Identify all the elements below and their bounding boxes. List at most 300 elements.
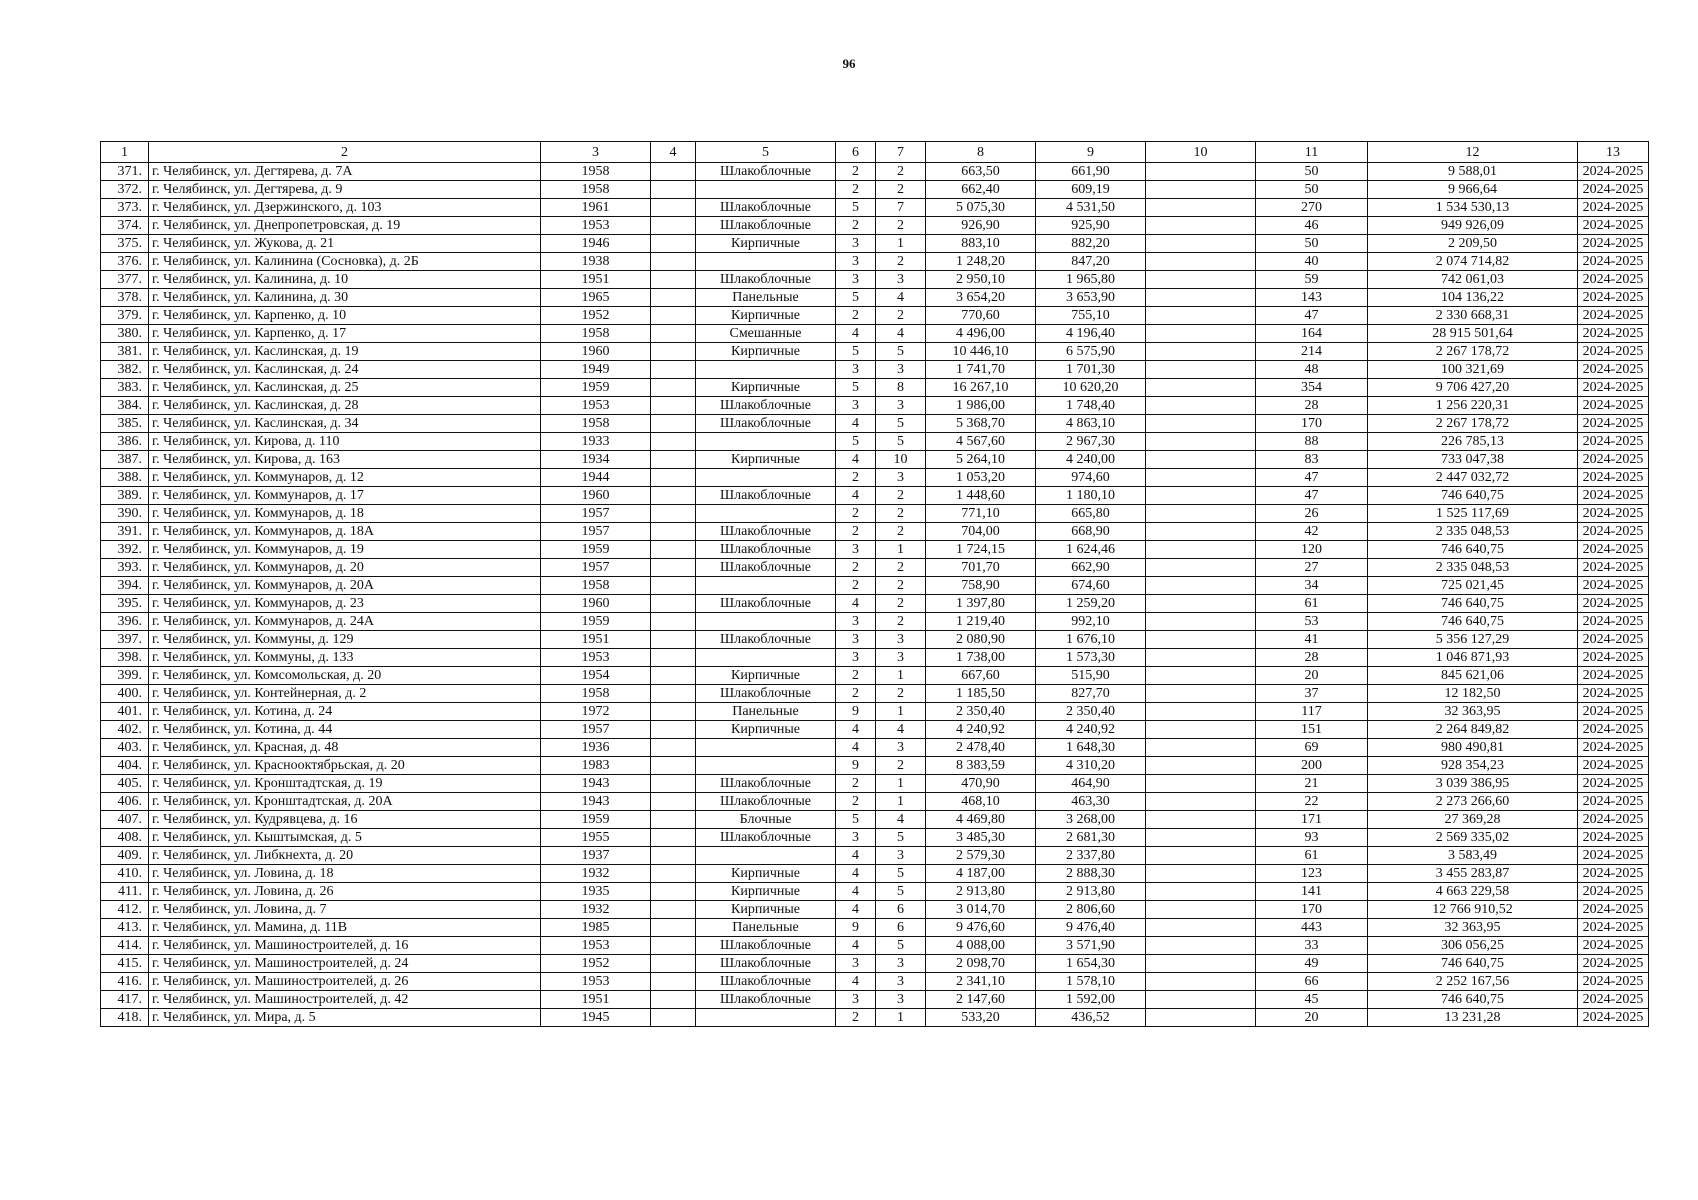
table-cell: г. Челябинск, ул. Карпенко, д. 17: [149, 325, 541, 343]
table-cell: г. Челябинск, ул. Коммунаров, д. 18: [149, 505, 541, 523]
table-row: [101, 307, 1649, 325]
table-row: [101, 937, 1649, 955]
table-cell: 393.: [101, 559, 149, 577]
table-cell: 4 240,00: [1036, 451, 1146, 469]
column-header: 2: [149, 142, 541, 163]
table-cell: г. Челябинск, ул. Калинина, д. 10: [149, 271, 541, 289]
table-cell: Панельные: [696, 703, 836, 721]
table-cell: 4 310,20: [1036, 757, 1146, 775]
table-cell: [651, 991, 696, 1009]
table-cell: 83: [1256, 451, 1368, 469]
table-cell: 5: [876, 343, 926, 361]
table-cell: 418.: [101, 1009, 149, 1027]
table-cell: 704,00: [926, 523, 1036, 541]
table-cell: [1146, 775, 1256, 793]
table-cell: 411.: [101, 883, 149, 901]
table-cell: 2 267 178,72: [1368, 415, 1578, 433]
table-cell: 1 397,80: [926, 595, 1036, 613]
table-cell: г. Челябинск, ул. Каслинская, д. 24: [149, 361, 541, 379]
table-cell: 26: [1256, 505, 1368, 523]
table-cell: 758,90: [926, 577, 1036, 595]
table-cell: [696, 361, 836, 379]
table-cell: 1953: [541, 397, 651, 415]
table-cell: 372.: [101, 181, 149, 199]
table-cell: Шлакоблочные: [696, 487, 836, 505]
table-cell: 882,20: [1036, 235, 1146, 253]
table-cell: 609,19: [1036, 181, 1146, 199]
table-cell: 2024-2025: [1578, 757, 1649, 775]
table-cell: [1146, 577, 1256, 595]
table-cell: г. Челябинск, ул. Кудрявцева, д. 16: [149, 811, 541, 829]
table-cell: 1960: [541, 343, 651, 361]
table-cell: 2 350,40: [926, 703, 1036, 721]
table-cell: 2024-2025: [1578, 199, 1649, 217]
table-cell: 1935: [541, 883, 651, 901]
table-cell: 3: [836, 541, 876, 559]
table-cell: 120: [1256, 541, 1368, 559]
table-cell: 1 046 871,93: [1368, 649, 1578, 667]
table-cell: [1146, 685, 1256, 703]
table-cell: 403.: [101, 739, 149, 757]
table-cell: 1959: [541, 613, 651, 631]
table-cell: 2024-2025: [1578, 595, 1649, 613]
table-cell: [651, 307, 696, 325]
table-cell: 1972: [541, 703, 651, 721]
table-cell: 2 273 266,60: [1368, 793, 1578, 811]
table-cell: 770,60: [926, 307, 1036, 325]
table-cell: [651, 469, 696, 487]
table-cell: 2 341,10: [926, 973, 1036, 991]
table-cell: [1146, 433, 1256, 451]
table-cell: 746 640,75: [1368, 613, 1578, 631]
table-cell: [651, 613, 696, 631]
table-cell: 170: [1256, 901, 1368, 919]
table-cell: 1952: [541, 307, 651, 325]
table-cell: Шлакоблочные: [696, 397, 836, 415]
table-cell: [696, 505, 836, 523]
table-row: [101, 685, 1649, 703]
table-cell: 827,70: [1036, 685, 1146, 703]
table-cell: 384.: [101, 397, 149, 415]
table-cell: [1146, 361, 1256, 379]
table-cell: [1146, 649, 1256, 667]
table-cell: 2: [876, 559, 926, 577]
table-cell: г. Челябинск, ул. Дегтярева, д. 7А: [149, 163, 541, 181]
table-cell: 53: [1256, 613, 1368, 631]
table-cell: 925,90: [1036, 217, 1146, 235]
table-cell: Кирпичные: [696, 343, 836, 361]
table-cell: 2024-2025: [1578, 955, 1649, 973]
page-number: 96: [842, 56, 856, 71]
table-cell: 2024-2025: [1578, 523, 1649, 541]
table-row: [101, 613, 1649, 631]
table-cell: 2 209,50: [1368, 235, 1578, 253]
table-cell: [651, 775, 696, 793]
table-cell: г. Челябинск, ул. Калинина, д. 30: [149, 289, 541, 307]
table-row: [101, 361, 1649, 379]
table-cell: [696, 1009, 836, 1027]
table-cell: 1932: [541, 901, 651, 919]
column-header: 7: [876, 142, 926, 163]
table-cell: 2: [836, 667, 876, 685]
table-cell: 2: [876, 217, 926, 235]
table-cell: 4: [836, 973, 876, 991]
table-cell: 42: [1256, 523, 1368, 541]
table-cell: 408.: [101, 829, 149, 847]
table-cell: 151: [1256, 721, 1368, 739]
table-cell: 845 621,06: [1368, 667, 1578, 685]
table-cell: 1 185,50: [926, 685, 1036, 703]
table-cell: 2024-2025: [1578, 973, 1649, 991]
table-cell: 2024-2025: [1578, 919, 1649, 937]
table-cell: 1936: [541, 739, 651, 757]
table-cell: Кирпичные: [696, 235, 836, 253]
table-cell: г. Челябинск, ул. Котина, д. 24: [149, 703, 541, 721]
table-cell: 1 741,70: [926, 361, 1036, 379]
table-cell: [1146, 487, 1256, 505]
table-cell: [1146, 811, 1256, 829]
table-cell: [651, 721, 696, 739]
table-row: [101, 505, 1649, 523]
table-cell: 2 913,80: [1036, 883, 1146, 901]
column-header: 9: [1036, 142, 1146, 163]
table-cell: 3: [836, 991, 876, 1009]
table-cell: Панельные: [696, 289, 836, 307]
table-cell: 1938: [541, 253, 651, 271]
table-cell: Кирпичные: [696, 865, 836, 883]
table-cell: 12 182,50: [1368, 685, 1578, 703]
table-cell: 668,90: [1036, 523, 1146, 541]
table-cell: 28: [1256, 649, 1368, 667]
table-cell: 45: [1256, 991, 1368, 1009]
table-cell: 4: [876, 721, 926, 739]
table-row: [101, 379, 1649, 397]
table-cell: 3 654,20: [926, 289, 1036, 307]
table-cell: 214: [1256, 343, 1368, 361]
table-cell: [651, 361, 696, 379]
table-cell: 533,20: [926, 1009, 1036, 1027]
table-cell: 2 264 849,82: [1368, 721, 1578, 739]
table-cell: 2: [876, 595, 926, 613]
table-cell: 2: [836, 1009, 876, 1027]
table-row: [101, 1009, 1649, 1027]
table-cell: 1951: [541, 631, 651, 649]
table-cell: 2: [876, 757, 926, 775]
table-cell: 1965: [541, 289, 651, 307]
table-cell: 8: [876, 379, 926, 397]
table-cell: 1 573,30: [1036, 649, 1146, 667]
table-cell: г. Челябинск, ул. Коммунаров, д. 23: [149, 595, 541, 613]
table-cell: 21: [1256, 775, 1368, 793]
table-cell: 1: [876, 235, 926, 253]
table-cell: 1953: [541, 937, 651, 955]
table-cell: Блочные: [696, 811, 836, 829]
table-cell: 1 624,46: [1036, 541, 1146, 559]
table-cell: 2: [876, 523, 926, 541]
table-cell: Шлакоблочные: [696, 955, 836, 973]
table-cell: 3: [876, 361, 926, 379]
table-cell: 2024-2025: [1578, 235, 1649, 253]
table-row: [101, 181, 1649, 199]
table-cell: [1146, 397, 1256, 415]
table-cell: 4: [876, 325, 926, 343]
table-cell: [651, 883, 696, 901]
table-cell: 34: [1256, 577, 1368, 595]
table-cell: г. Челябинск, ул. Машиностроителей, д. 26: [149, 973, 541, 991]
table-cell: [651, 451, 696, 469]
table-row: [101, 721, 1649, 739]
table-cell: Кирпичные: [696, 721, 836, 739]
table-cell: 3: [876, 955, 926, 973]
table-cell: 1946: [541, 235, 651, 253]
table-cell: 406.: [101, 793, 149, 811]
table-cell: 2024-2025: [1578, 883, 1649, 901]
table-cell: 2024-2025: [1578, 325, 1649, 343]
table-cell: 398.: [101, 649, 149, 667]
table-cell: [1146, 235, 1256, 253]
table-cell: [696, 433, 836, 451]
table-cell: 2024-2025: [1578, 631, 1649, 649]
table-cell: 771,10: [926, 505, 1036, 523]
table-cell: 3: [876, 973, 926, 991]
table-row: [101, 325, 1649, 343]
table-cell: 2: [876, 613, 926, 631]
table-cell: 2: [836, 181, 876, 199]
table-cell: 5 264,10: [926, 451, 1036, 469]
table-cell: г. Челябинск, ул. Коммунаров, д. 12: [149, 469, 541, 487]
table-cell: Шлакоблочные: [696, 973, 836, 991]
table-cell: [696, 613, 836, 631]
table-cell: 385.: [101, 415, 149, 433]
table-cell: 1954: [541, 667, 651, 685]
table-cell: 2: [836, 217, 876, 235]
table-cell: 2024-2025: [1578, 379, 1649, 397]
table-cell: [651, 649, 696, 667]
table-cell: 974,60: [1036, 469, 1146, 487]
table-cell: [1146, 199, 1256, 217]
table-row: [101, 973, 1649, 991]
table-row: [101, 289, 1649, 307]
table-row: [101, 703, 1649, 721]
table-cell: 402.: [101, 721, 149, 739]
table-cell: 226 785,13: [1368, 433, 1578, 451]
table-cell: г. Челябинск, ул. Дзержинского, д. 103: [149, 199, 541, 217]
table-cell: [1146, 253, 1256, 271]
table-cell: 5: [876, 937, 926, 955]
column-number-header-row: [101, 142, 1649, 163]
table-cell: 47: [1256, 307, 1368, 325]
table-cell: [1146, 739, 1256, 757]
table-cell: 515,90: [1036, 667, 1146, 685]
table-cell: [1146, 271, 1256, 289]
table-cell: 2024-2025: [1578, 685, 1649, 703]
table-cell: г. Челябинск, ул. Либкнехта, д. 20: [149, 847, 541, 865]
housing-registry-table: [100, 141, 1649, 1027]
table-cell: 949 926,09: [1368, 217, 1578, 235]
table-cell: 3: [836, 613, 876, 631]
table-cell: [1146, 721, 1256, 739]
table-cell: 69: [1256, 739, 1368, 757]
table-cell: 2024-2025: [1578, 721, 1649, 739]
table-cell: 2: [836, 307, 876, 325]
table-cell: [1146, 325, 1256, 343]
table-cell: [651, 523, 696, 541]
table-cell: 3: [876, 991, 926, 1009]
column-header: 12: [1368, 142, 1578, 163]
table-cell: Шлакоблочные: [696, 271, 836, 289]
table-cell: 4 863,10: [1036, 415, 1146, 433]
table-cell: 392.: [101, 541, 149, 559]
table-cell: 3 268,00: [1036, 811, 1146, 829]
table-cell: [1146, 559, 1256, 577]
table-cell: 3: [876, 397, 926, 415]
table-cell: 2024-2025: [1578, 541, 1649, 559]
table-cell: 1 676,10: [1036, 631, 1146, 649]
table-cell: [1146, 631, 1256, 649]
table-cell: 2 806,60: [1036, 901, 1146, 919]
table-cell: 3: [836, 649, 876, 667]
table-cell: 1 986,00: [926, 397, 1036, 415]
table-cell: 5: [876, 415, 926, 433]
table-cell: 4: [836, 721, 876, 739]
table-cell: 2: [836, 559, 876, 577]
table-cell: 9 706 427,20: [1368, 379, 1578, 397]
table-cell: Шлакоблочные: [696, 775, 836, 793]
table-cell: г. Челябинск, ул. Каслинская, д. 25: [149, 379, 541, 397]
table-cell: Шлакоблочные: [696, 829, 836, 847]
table-cell: 4 531,50: [1036, 199, 1146, 217]
table-cell: 4 496,00: [926, 325, 1036, 343]
table-cell: [1146, 595, 1256, 613]
table-row: [101, 559, 1649, 577]
table-cell: 12 766 910,52: [1368, 901, 1578, 919]
table-cell: г. Челябинск, ул. Красная, д. 48: [149, 739, 541, 757]
table-row: [101, 829, 1649, 847]
table-cell: 3: [836, 955, 876, 973]
table-cell: 1 592,00: [1036, 991, 1146, 1009]
table-row: [101, 649, 1649, 667]
table-cell: 395.: [101, 595, 149, 613]
table-row: [101, 199, 1649, 217]
table-cell: г. Челябинск, ул. Дегтярева, д. 9: [149, 181, 541, 199]
table-cell: 3: [836, 235, 876, 253]
table-cell: 1: [876, 667, 926, 685]
table-cell: [1146, 415, 1256, 433]
table-cell: Кирпичные: [696, 667, 836, 685]
table-cell: [651, 757, 696, 775]
table-row: [101, 793, 1649, 811]
table-cell: 5: [836, 343, 876, 361]
table-cell: Шлакоблочные: [696, 595, 836, 613]
table-cell: 2024-2025: [1578, 343, 1649, 361]
table-cell: 2 080,90: [926, 631, 1036, 649]
table-cell: 2: [836, 685, 876, 703]
table-cell: [696, 649, 836, 667]
table-cell: [651, 595, 696, 613]
table-cell: 2024-2025: [1578, 937, 1649, 955]
table-cell: [1146, 181, 1256, 199]
table-cell: 6: [876, 901, 926, 919]
table-cell: 2024-2025: [1578, 559, 1649, 577]
table-cell: 117: [1256, 703, 1368, 721]
table-cell: [1146, 865, 1256, 883]
table-cell: [1146, 343, 1256, 361]
table-cell: 1951: [541, 271, 651, 289]
table-cell: 2024-2025: [1578, 469, 1649, 487]
table-cell: 1960: [541, 487, 651, 505]
table-cell: 33: [1256, 937, 1368, 955]
table-cell: [651, 829, 696, 847]
table-cell: 386.: [101, 433, 149, 451]
column-header: 11: [1256, 142, 1368, 163]
table-cell: 9 588,01: [1368, 163, 1578, 181]
table-cell: 3 583,49: [1368, 847, 1578, 865]
table-cell: 2: [876, 505, 926, 523]
table-cell: [651, 955, 696, 973]
table-cell: 88: [1256, 433, 1368, 451]
table-cell: 4: [836, 451, 876, 469]
table-cell: г. Челябинск, ул. Коммунаров, д. 18А: [149, 523, 541, 541]
table-cell: [1146, 667, 1256, 685]
table-cell: 381.: [101, 343, 149, 361]
table-cell: Смешанные: [696, 325, 836, 343]
table-cell: 1955: [541, 829, 651, 847]
table-cell: 3 571,90: [1036, 937, 1146, 955]
table-cell: 100 321,69: [1368, 361, 1578, 379]
table-cell: [1146, 505, 1256, 523]
table-cell: Шлакоблочные: [696, 541, 836, 559]
table-cell: Шлакоблочные: [696, 199, 836, 217]
table-cell: [651, 667, 696, 685]
table-cell: 2024-2025: [1578, 1009, 1649, 1027]
table-cell: [651, 559, 696, 577]
table-cell: 1961: [541, 199, 651, 217]
table-cell: [651, 865, 696, 883]
table-cell: г. Челябинск, ул. Коммунаров, д. 17: [149, 487, 541, 505]
table-cell: [651, 811, 696, 829]
table-row: [101, 757, 1649, 775]
table-cell: 1958: [541, 163, 651, 181]
table-cell: 5 075,30: [926, 199, 1036, 217]
table-cell: [651, 901, 696, 919]
table-row: [101, 433, 1649, 451]
table-cell: 1 525 117,69: [1368, 505, 1578, 523]
table-cell: 2: [836, 505, 876, 523]
table-cell: 27 369,28: [1368, 811, 1578, 829]
table-cell: [696, 847, 836, 865]
table-cell: 3: [836, 397, 876, 415]
table-cell: 49: [1256, 955, 1368, 973]
table-cell: [651, 433, 696, 451]
table-cell: 2 147,60: [926, 991, 1036, 1009]
table-cell: 3: [876, 631, 926, 649]
table-cell: 2 569 335,02: [1368, 829, 1578, 847]
table-cell: 2024-2025: [1578, 163, 1649, 181]
table-cell: 1957: [541, 523, 651, 541]
table-cell: 1943: [541, 793, 651, 811]
table-cell: 2024-2025: [1578, 361, 1649, 379]
table-cell: 2024-2025: [1578, 703, 1649, 721]
table-row: [101, 865, 1649, 883]
table-cell: [1146, 1009, 1256, 1027]
table-cell: 5 368,70: [926, 415, 1036, 433]
table-cell: [651, 415, 696, 433]
table-row: [101, 487, 1649, 505]
table-cell: 61: [1256, 847, 1368, 865]
table-cell: 725 021,45: [1368, 577, 1578, 595]
table-cell: г. Челябинск, ул. Машиностроителей, д. 24: [149, 955, 541, 973]
table-cell: 4: [836, 325, 876, 343]
